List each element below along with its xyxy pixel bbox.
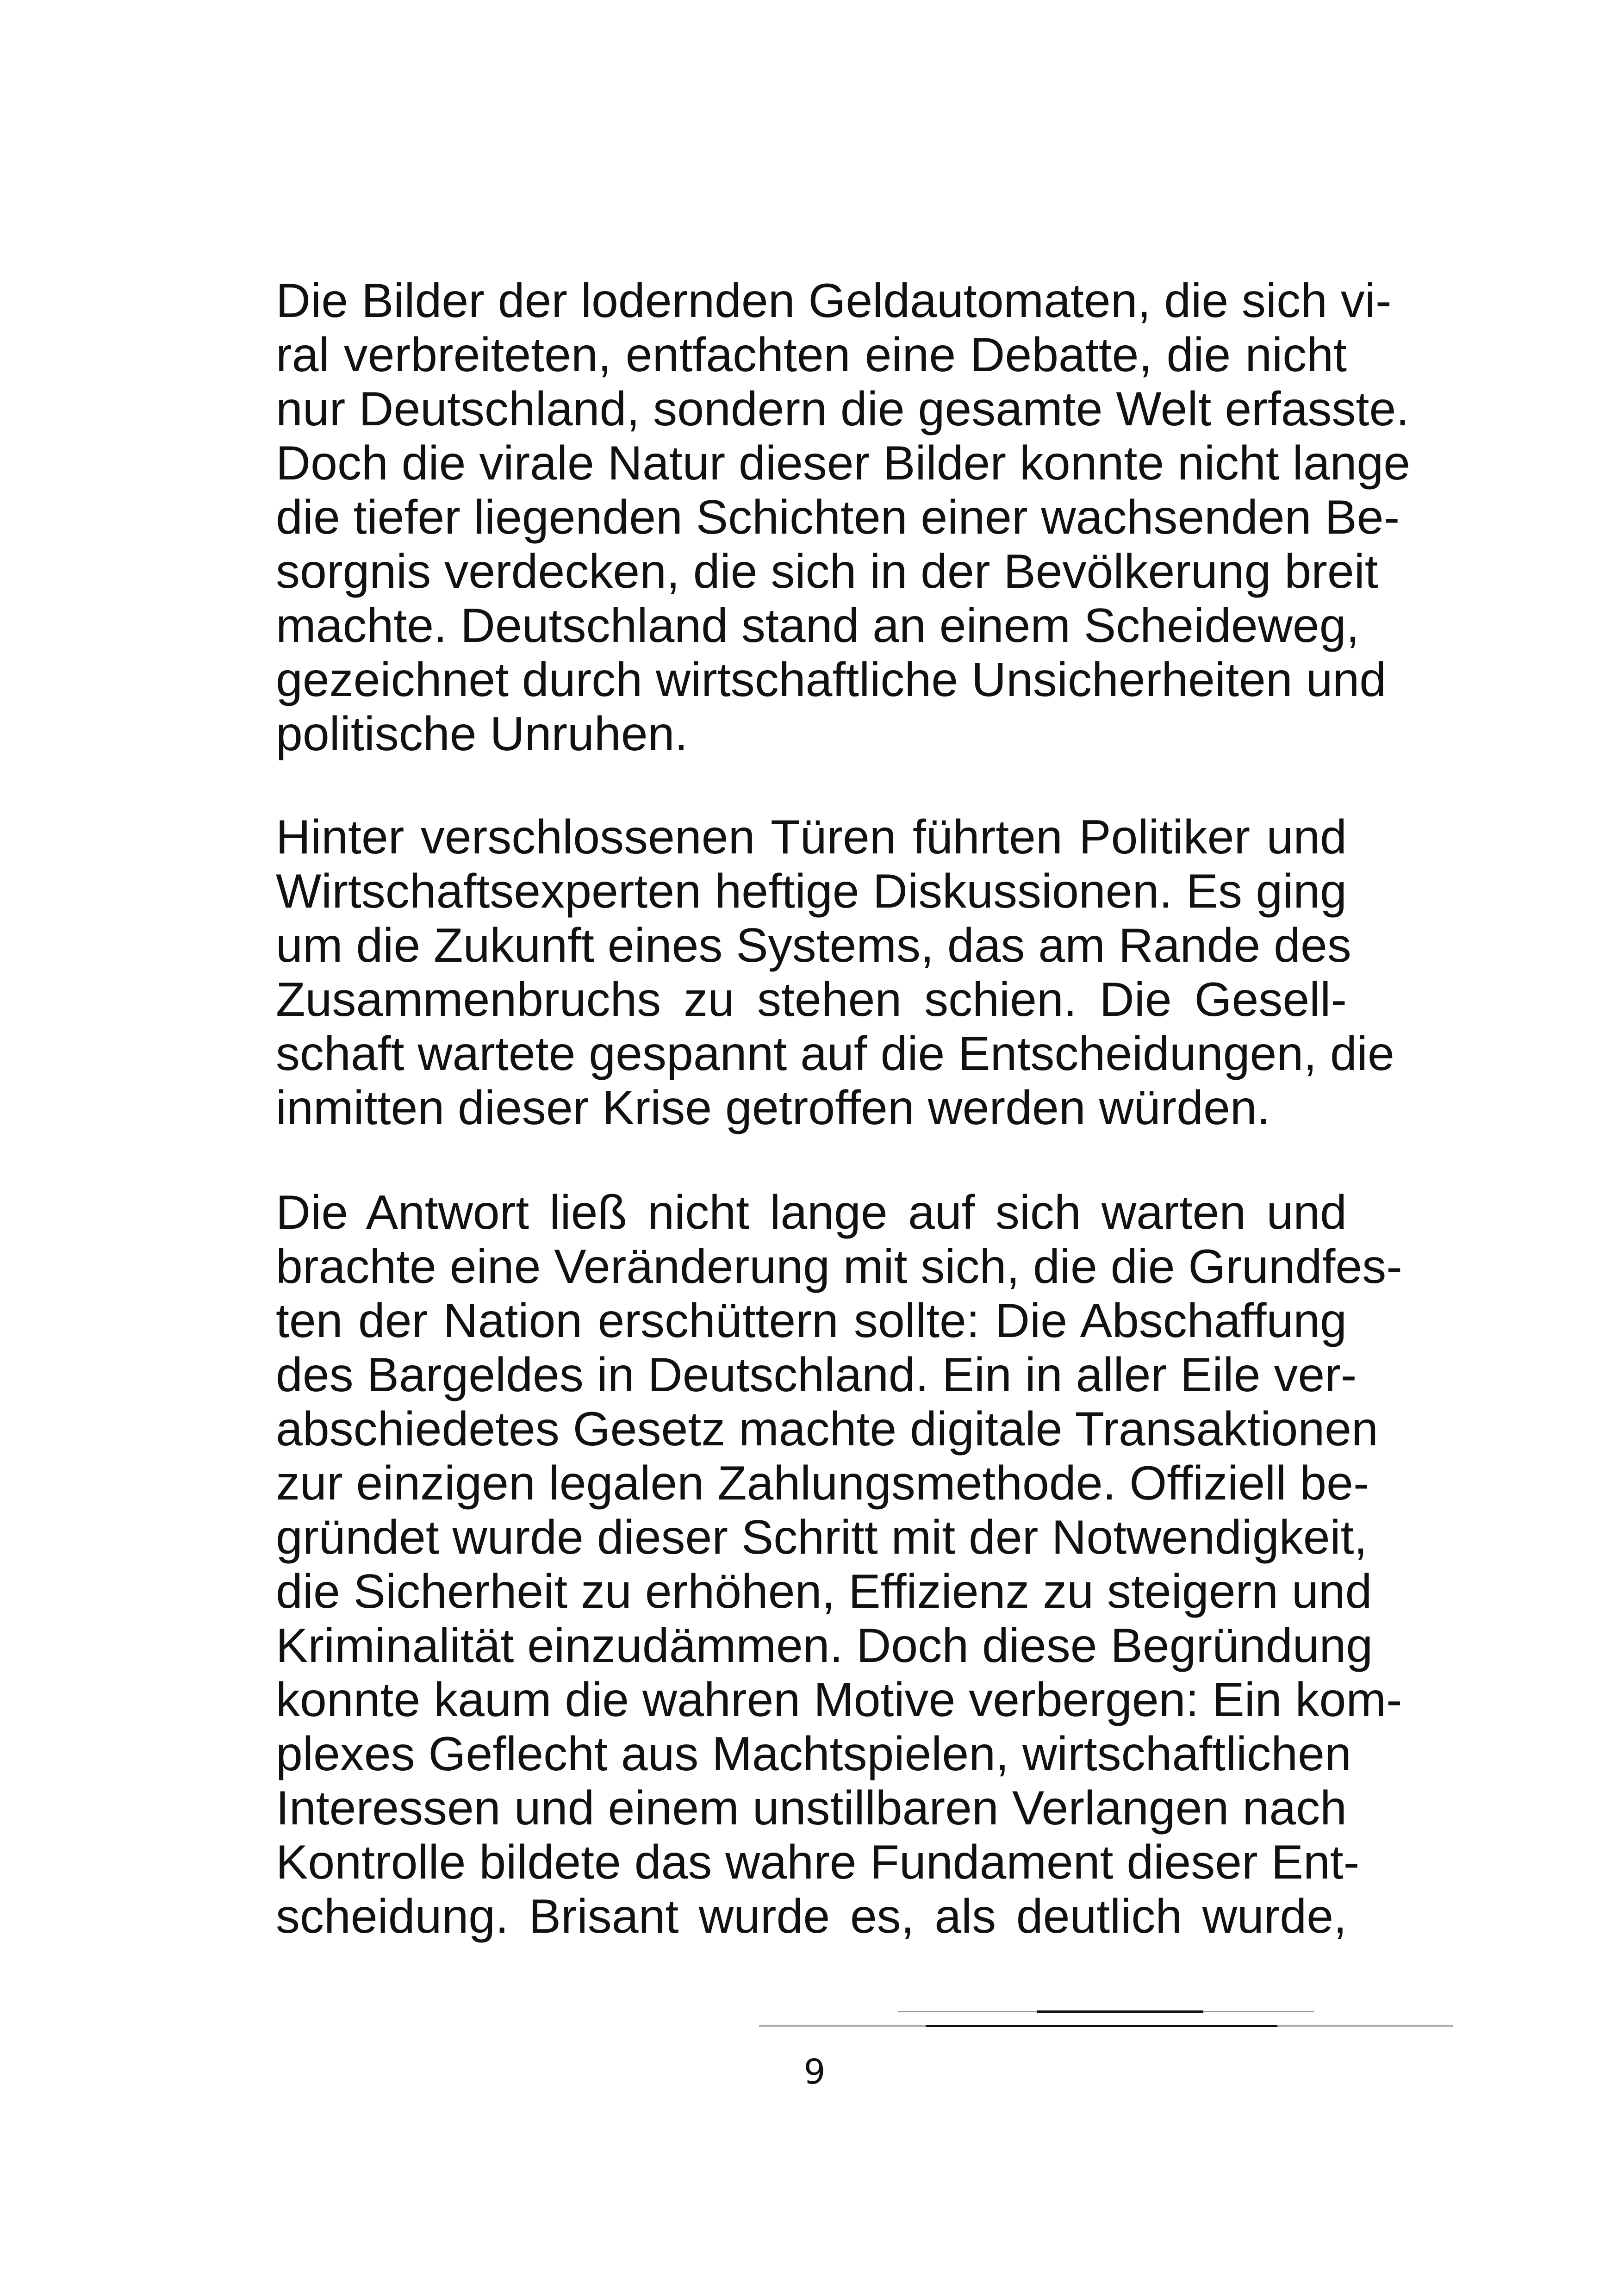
paragraph-line: des Bargeldes in Deutschland. Ein in aller Eile ver- xyxy=(276,1348,1357,1402)
paragraph-line: Kontrolle bildete das wahre Fundament dieser Ent- xyxy=(276,1836,1360,1889)
paragraph-line: ral verbreiteten, entfachten eine Debatte, die nicht xyxy=(276,328,1347,382)
paragraph-line: abschiedetes Gesetz machte digitale Transaktionen xyxy=(276,1402,1378,1456)
paragraph-line: Zusammenbruchs zu stehen schien. Die Gesell- xyxy=(276,973,1347,1027)
paragraph-line: nur Deutschland, sondern die gesamte Welt erfasste. xyxy=(276,382,1410,436)
paragraph-line: politische Unruhen. xyxy=(276,707,688,761)
paragraph-line: brachte eine Veränderung mit sich, die die Grundfes- xyxy=(276,1240,1402,1294)
paragraph-line: Die Bilder der lodernden Geldautomaten, die sich vi- xyxy=(276,274,1392,328)
paragraph-line: zur einzigen legalen Zahlungsmethode. Offiziell be- xyxy=(276,1456,1369,1510)
paragraph-line: gründet wurde dieser Schritt mit der Notwendigkeit, xyxy=(276,1511,1368,1564)
footer-rule-accent-2 xyxy=(926,2025,1277,2027)
paragraph-3 xyxy=(276,1186,1402,1944)
paragraph-2 xyxy=(276,810,1394,1135)
page-number: 9 xyxy=(803,2052,826,2092)
paragraph-line: die Sicherheit zu erhöhen, Effizienz zu steigern und xyxy=(276,1565,1372,1618)
paragraph-line: gezeichnet durch wirtschaftliche Unsicherheiten und xyxy=(276,653,1387,707)
paragraph-line: ten der Nation erschüttern sollte: Die Abschaffung xyxy=(276,1294,1347,1348)
paragraph-line: Wirtschaftsexperten heftige Diskussionen. Es ging xyxy=(276,865,1347,918)
paragraph-line: Interessen und einem unstillbaren Verlangen nach xyxy=(276,1781,1347,1835)
paragraph-line: konnte kaum die wahren Motive verbergen: Ein kom- xyxy=(276,1673,1402,1727)
paragraph-line: inmitten dieser Krise getroffen werden würden. xyxy=(276,1081,1270,1135)
paragraph-line: schaft wartete gespannt auf die Entscheidungen, die xyxy=(276,1027,1394,1081)
paragraph-line: Doch die virale Natur dieser Bilder konnte nicht lange xyxy=(276,436,1411,490)
paragraph-line: um die Zukunft eines Systems, das am Rande des xyxy=(276,919,1351,972)
paragraph-line: scheidung. Brisant wurde es, als deutlich wurde, xyxy=(276,1890,1347,1943)
paragraph-line: machte. Deutschland stand an einem Scheideweg, xyxy=(276,599,1360,653)
paragraph-line: Die Antwort ließ nicht lange auf sich warten und xyxy=(276,1186,1347,1239)
paragraph-1 xyxy=(276,274,1411,761)
paragraph-line: Hinter verschlossenen Türen führten Politiker und xyxy=(276,810,1347,864)
paragraph-line: plexes Geflecht aus Machtspielen, wirtschaftlichen xyxy=(276,1727,1351,1781)
footer-rule-accent xyxy=(1037,2010,1203,2013)
paragraph-line: Kriminalität einzudämmen. Doch diese Begründung xyxy=(276,1619,1373,1673)
paragraph-line: sorgnis verdecken, die sich in der Bevölkerung breit xyxy=(276,545,1378,598)
paragraph-line: die tiefer liegenden Schichten einer wachsenden Be- xyxy=(276,491,1400,544)
